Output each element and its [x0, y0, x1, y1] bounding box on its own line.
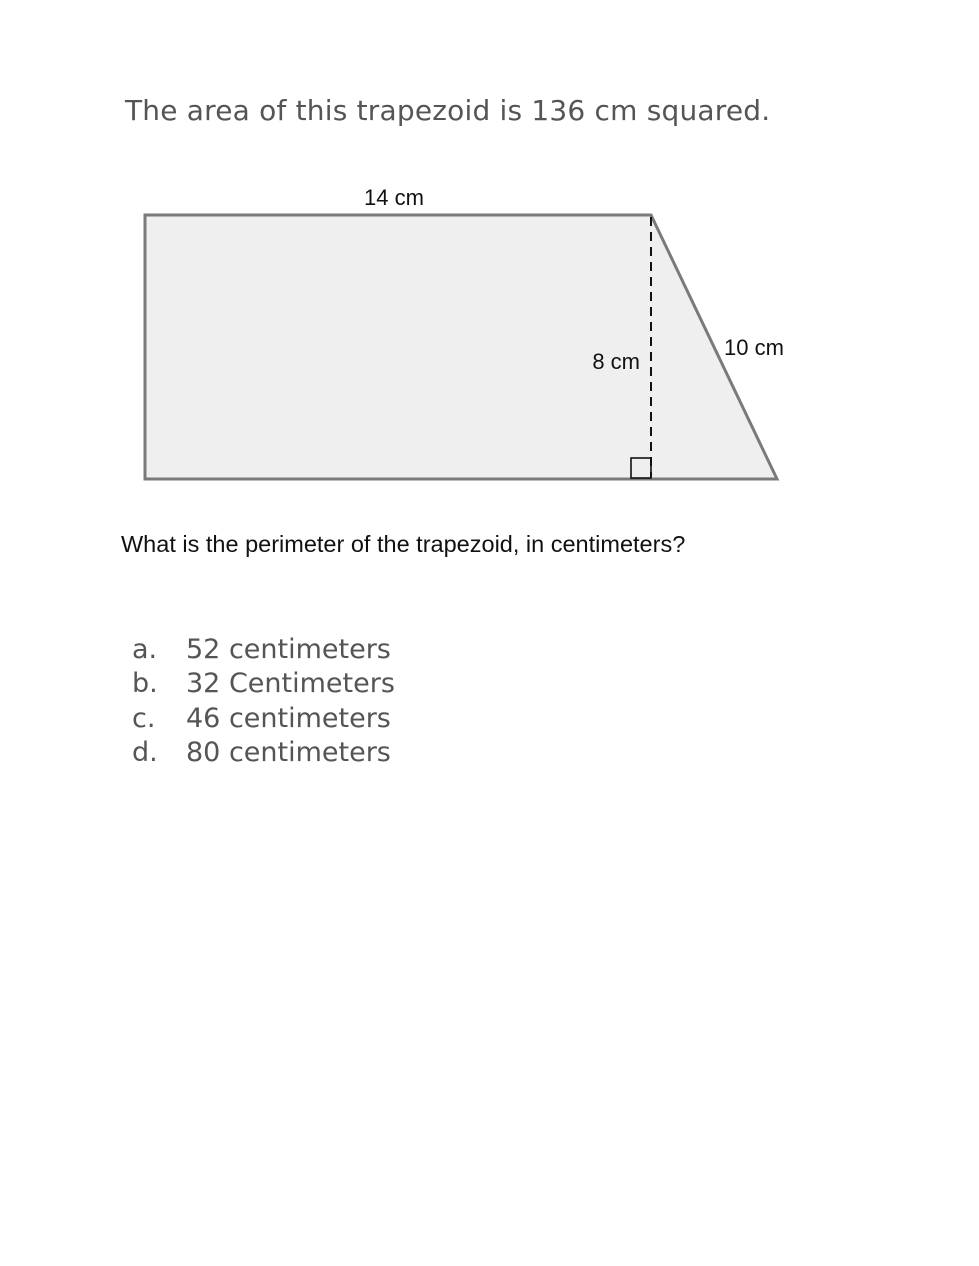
- choice-a: [132, 632, 395, 667]
- slant-side-label: 10 cm: [724, 335, 784, 360]
- trapezoid-figure: [0, 0, 979, 520]
- choice-c: [132, 701, 395, 736]
- trapezoid-shape: [145, 215, 777, 479]
- choice-letter: a.: [132, 633, 158, 665]
- choice-letter: b.: [132, 668, 158, 700]
- choice-letter: d.: [132, 737, 158, 769]
- choice-text: 32 Centimeters: [186, 668, 395, 700]
- height-label: 8 cm: [592, 349, 640, 374]
- intro-text: The area of this trapezoid is 136 cm squared.: [125, 94, 771, 127]
- choice-text: 46 centimeters: [186, 702, 391, 734]
- choice-text: 80 centimeters: [186, 737, 391, 769]
- choice-text: 52 centimeters: [186, 633, 391, 665]
- choice-d: [132, 736, 395, 771]
- choice-b: [132, 667, 395, 702]
- question-text: What is the perimeter of the trapezoid, in centimeters?: [121, 531, 686, 557]
- choice-letter: c.: [132, 702, 156, 734]
- top-side-label: 14 cm: [364, 185, 424, 210]
- answer-choices: [132, 632, 395, 770]
